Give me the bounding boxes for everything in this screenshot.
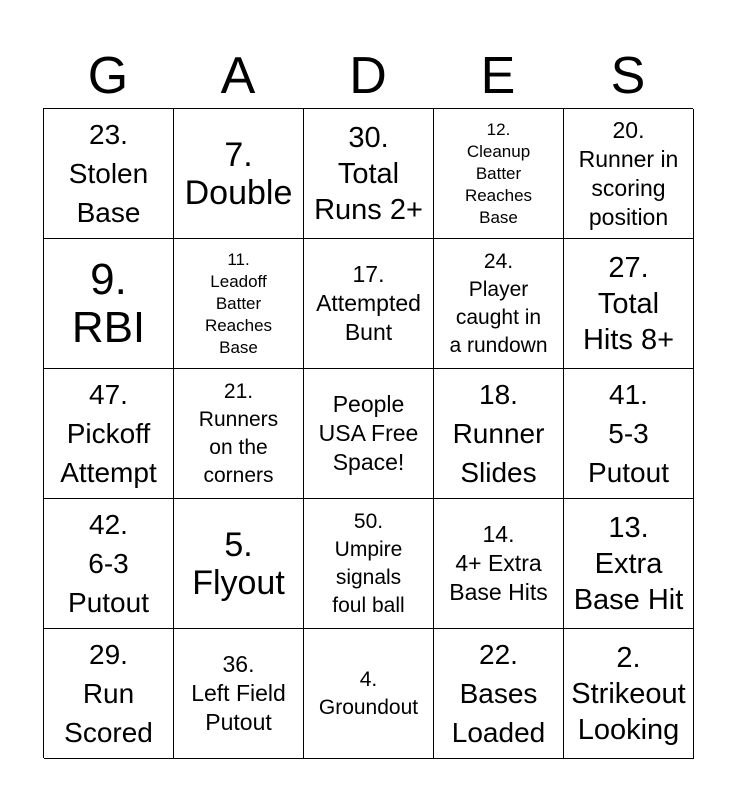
bingo-cell-text: position <box>588 203 669 230</box>
bingo-cell-text: 5. <box>224 525 253 564</box>
bingo-cell-text: 12. <box>486 119 511 139</box>
bingo-cell-text: 18. <box>479 379 518 410</box>
bingo-cell-text: Left Field <box>191 680 286 706</box>
bingo-cell-text: Base <box>219 337 258 357</box>
bingo-cell[interactable] <box>44 369 174 499</box>
bingo-cell[interactable] <box>304 369 434 499</box>
bingo-cell[interactable] <box>174 239 304 369</box>
bingo-cell-text: Stolen <box>68 158 149 189</box>
bingo-cell-text: 13. <box>608 511 649 544</box>
bingo-cell-text: Double <box>184 173 293 212</box>
bingo-cell-text: a rundown <box>449 333 548 357</box>
bingo-cell[interactable] <box>434 109 564 239</box>
bingo-cell-text: Putout <box>205 709 272 735</box>
bingo-cell-text: Putout <box>68 587 149 618</box>
header-letter-d: D <box>349 47 387 105</box>
bingo-cell[interactable] <box>174 369 304 499</box>
bingo-cell[interactable] <box>564 629 694 759</box>
bingo-cell-text: 30. <box>348 121 389 154</box>
bingo-cell-text: 27. <box>608 251 649 284</box>
bingo-cell[interactable] <box>564 499 694 629</box>
bingo-board <box>43 108 693 758</box>
bingo-cell-text: Loaded <box>451 717 546 748</box>
bingo-cell-text: corners <box>203 463 274 487</box>
bingo-cell-text: 9. <box>90 254 127 304</box>
bingo-cell-text: Attempt <box>60 457 157 488</box>
bingo-cell-text: 36. <box>222 651 255 677</box>
bingo-cell-text: Total <box>597 287 660 320</box>
bingo-cell[interactable] <box>304 629 434 759</box>
bingo-cell-text: Player <box>468 277 529 301</box>
bingo-cell-text: Runner <box>452 418 545 449</box>
bingo-cell-text: Base Hits <box>449 579 548 605</box>
bingo-cell-text: 21. <box>223 379 254 403</box>
bingo-cell-text: Scored <box>64 717 153 748</box>
bingo-cell-text: Hits 8+ <box>582 323 675 356</box>
bingo-cell[interactable] <box>44 239 174 369</box>
bingo-cell-text: signals <box>335 565 402 589</box>
bingo-cell-text: 2. <box>616 641 641 674</box>
bingo-header <box>43 44 693 108</box>
bingo-cell-text: Reaches <box>204 315 273 335</box>
bingo-cell-text: 47. <box>89 379 128 410</box>
bingo-cell-text: 17. <box>352 261 385 287</box>
bingo-cell-text: scoring <box>591 174 666 201</box>
bingo-cell-text: 6-3 <box>88 548 129 579</box>
bingo-cell-text: Putout <box>588 457 669 488</box>
bingo-cell-text: Flyout <box>192 563 285 602</box>
bingo-cell[interactable] <box>44 629 174 759</box>
bingo-cell-text: 23. <box>89 119 128 150</box>
bingo-cell-text: Pickoff <box>66 418 151 449</box>
bingo-cell-text: 14. <box>482 521 515 547</box>
bingo-cell-text: Strikeout <box>571 677 686 710</box>
bingo-cell[interactable] <box>434 499 564 629</box>
bingo-cell[interactable] <box>564 109 694 239</box>
bingo-cell-text: Base Hit <box>573 583 684 616</box>
bingo-cell[interactable] <box>44 499 174 629</box>
bingo-cell-text: 29. <box>89 639 128 670</box>
bingo-cell-text: 4. <box>359 667 378 691</box>
bingo-cell-text: Runners <box>198 407 279 431</box>
bingo-cell[interactable] <box>174 499 304 629</box>
bingo-cell[interactable] <box>564 369 694 499</box>
bingo-cell-text: 11. <box>227 249 250 269</box>
bingo-cell-text: Space! <box>332 449 405 475</box>
bingo-cell-text: Runs 2+ <box>314 193 423 226</box>
bingo-cell-text: 22. <box>479 639 518 670</box>
bingo-cell-text: Runner in <box>578 145 679 172</box>
bingo-cell[interactable] <box>564 239 694 369</box>
bingo-cell-text: Umpire <box>334 537 403 561</box>
bingo-cell-text: Batter <box>215 293 262 313</box>
header-letter-a: A <box>220 47 256 105</box>
bingo-cell-text: caught in <box>455 305 542 329</box>
header-letter-e: E <box>480 47 516 105</box>
header-letter-g: G <box>87 47 129 105</box>
bingo-cell-text: 42. <box>89 509 128 540</box>
bingo-cell-text: People <box>332 391 405 417</box>
bingo-cell-text: 7. <box>224 135 253 174</box>
bingo-cell[interactable] <box>434 369 564 499</box>
bingo-cell[interactable] <box>44 109 174 239</box>
bingo-cell-text: RBI <box>71 302 146 352</box>
bingo-cell-text: Reaches <box>464 185 533 205</box>
bingo-cell-text: Looking <box>577 713 680 746</box>
bingo-cell[interactable] <box>304 239 434 369</box>
bingo-cell[interactable] <box>304 499 434 629</box>
bingo-cell-text: Slides <box>460 457 537 488</box>
bingo-cell[interactable] <box>304 109 434 239</box>
bingo-cell-text: 24. <box>483 249 514 273</box>
bingo-cell-text: Batter <box>475 163 522 183</box>
bingo-cell-text: on the <box>209 435 268 459</box>
bingo-cell-text: Cleanup <box>466 141 531 161</box>
bingo-cell-text: Bunt <box>344 319 393 345</box>
bingo-cell-text: Base <box>76 197 141 228</box>
header-letter-s: S <box>610 47 646 105</box>
bingo-cell[interactable] <box>174 629 304 759</box>
bingo-cell-text: Leadoff <box>210 271 267 291</box>
bingo-cell[interactable] <box>434 239 564 369</box>
bingo-cell-text: Bases <box>459 678 538 709</box>
bingo-cell-text: USA Free <box>318 420 419 446</box>
bingo-cell-text: Run <box>82 678 135 709</box>
bingo-cell-text: Base <box>479 207 518 227</box>
bingo-cell-text: Total <box>337 157 400 190</box>
bingo-cell[interactable] <box>434 629 564 759</box>
bingo-cell-text: Extra <box>594 547 663 580</box>
bingo-cell-text: 20. <box>612 116 645 143</box>
bingo-cell[interactable] <box>174 109 304 239</box>
bingo-cell-text: Attempted <box>316 290 421 316</box>
bingo-cell-text: 41. <box>609 379 648 410</box>
bingo-cell-text: 50. <box>353 509 384 533</box>
bingo-cell-text: Groundout <box>318 695 419 719</box>
bingo-cell-text: 4+ Extra <box>455 550 542 576</box>
bingo-cell-text: 5-3 <box>608 418 649 449</box>
bingo-cell-text: foul ball <box>332 593 405 617</box>
